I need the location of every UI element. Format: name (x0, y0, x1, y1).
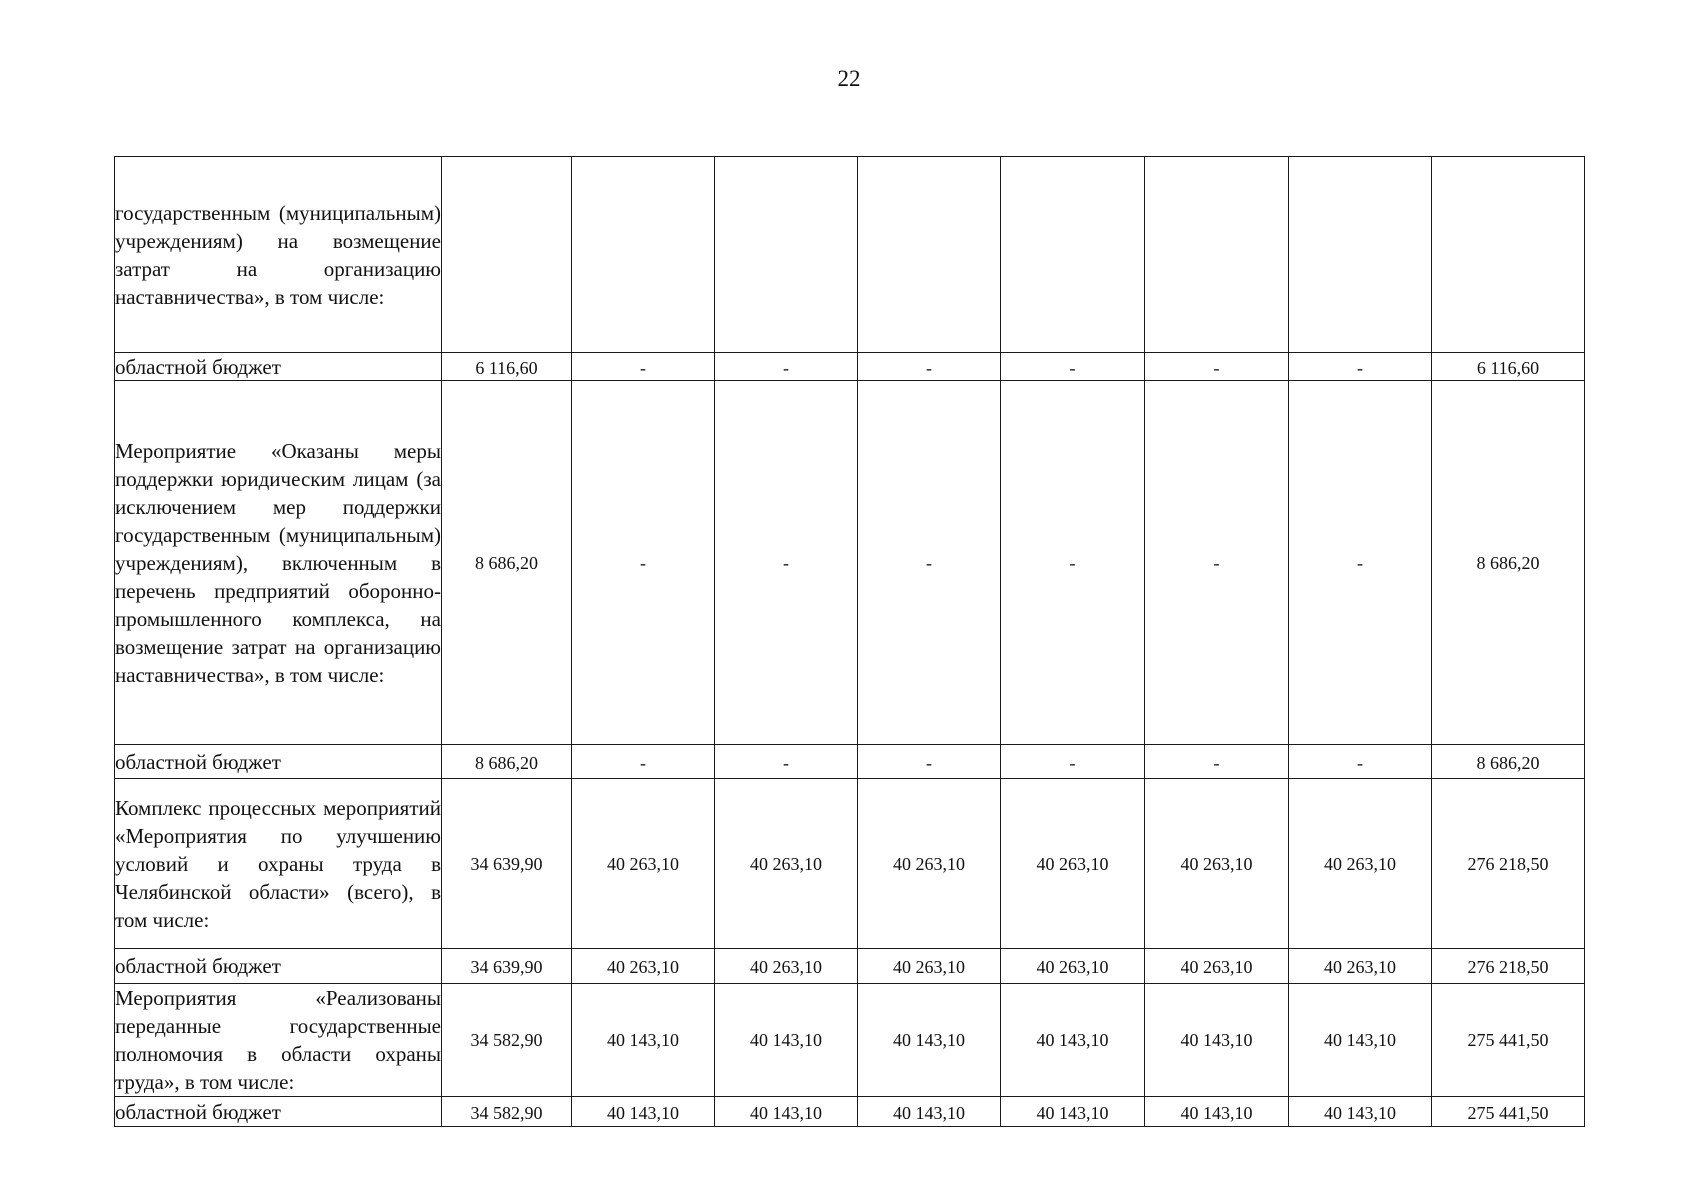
value-cell: - (1289, 381, 1432, 745)
row-label: Комплекс процессных мероприятий «Мероприятия по улучшению условий и охраны труда в Челябинской области» (всего), в том числе: (115, 779, 442, 949)
value-cell: 40 143,10 (1001, 1097, 1145, 1127)
value-cell: 40 263,10 (572, 779, 715, 949)
value-cell: 40 263,10 (1145, 779, 1289, 949)
value-cell: - (858, 353, 1001, 381)
total-cell (1432, 157, 1585, 353)
value-cell: 40 143,10 (715, 984, 858, 1097)
value-cell (1145, 157, 1289, 353)
value-cell: 8 686,20 (442, 381, 572, 745)
value-cell: 40 263,10 (1289, 779, 1432, 949)
value-cell: 40 143,10 (858, 1097, 1001, 1127)
total-cell: 275 441,50 (1432, 1097, 1585, 1127)
value-cell: - (1001, 353, 1145, 381)
value-cell: - (1145, 745, 1289, 779)
value-cell: - (1289, 745, 1432, 779)
table-row (115, 949, 1585, 984)
value-cell: - (715, 745, 858, 779)
value-cell: 40 143,10 (1289, 984, 1432, 1097)
value-cell: 40 263,10 (715, 949, 858, 984)
value-cell: 40 143,10 (1145, 984, 1289, 1097)
value-cell: 40 143,10 (572, 1097, 715, 1127)
value-cell: 40 263,10 (858, 779, 1001, 949)
value-cell: 40 143,10 (715, 1097, 858, 1127)
table-row (115, 353, 1585, 381)
total-cell: 8 686,20 (1432, 745, 1585, 779)
value-cell: 40 263,10 (1145, 949, 1289, 984)
value-cell: - (715, 353, 858, 381)
value-cell (858, 157, 1001, 353)
row-label: областной бюджет (115, 949, 442, 984)
value-cell: - (1001, 745, 1145, 779)
value-cell: - (858, 381, 1001, 745)
value-cell: - (1289, 353, 1432, 381)
table-row (115, 381, 1585, 745)
value-cell: - (715, 381, 858, 745)
row-label: областной бюджет (115, 745, 442, 779)
value-cell: 40 263,10 (1001, 949, 1145, 984)
value-cell: 40 143,10 (1001, 984, 1145, 1097)
value-cell: 40 263,10 (572, 949, 715, 984)
value-cell: - (1145, 353, 1289, 381)
value-cell: 40 143,10 (572, 984, 715, 1097)
total-cell: 276 218,50 (1432, 779, 1585, 949)
value-cell: 34 639,90 (442, 779, 572, 949)
value-cell: - (1001, 381, 1145, 745)
value-cell: 40 143,10 (1289, 1097, 1432, 1127)
row-label: областной бюджет (115, 353, 442, 381)
value-cell: 6 116,60 (442, 353, 572, 381)
value-cell (572, 157, 715, 353)
total-cell: 6 116,60 (1432, 353, 1585, 381)
table-row (115, 157, 1585, 353)
table-row (115, 779, 1585, 949)
funding-table (114, 156, 1585, 1127)
value-cell (1289, 157, 1432, 353)
value-cell: - (858, 745, 1001, 779)
value-cell: - (572, 353, 715, 381)
value-cell: - (572, 381, 715, 745)
table-row (115, 1097, 1585, 1127)
row-label: областной бюджет (115, 1097, 442, 1127)
value-cell (1001, 157, 1145, 353)
value-cell: 40 263,10 (858, 949, 1001, 984)
table-row (115, 984, 1585, 1097)
value-cell (715, 157, 858, 353)
row-label: Мероприятия «Реализованы переданные государственные полномочия в области охраны труда», в том числе: (115, 984, 442, 1097)
value-cell: - (572, 745, 715, 779)
value-cell: 8 686,20 (442, 745, 572, 779)
value-cell: 40 143,10 (1145, 1097, 1289, 1127)
total-cell: 275 441,50 (1432, 984, 1585, 1097)
total-cell: 276 218,50 (1432, 949, 1585, 984)
value-cell: - (1145, 381, 1289, 745)
value-cell: 40 263,10 (715, 779, 858, 949)
row-label: Мероприятие «Оказаны меры поддержки юридическим лицам (за исключением мер поддержки государственным (муниципальным) учреждениям), включенным в перечень предприятий оборонно-промышленного комплекса, на возмещение затрат на организацию наставничества», в том числе: (115, 381, 442, 745)
table-row (115, 745, 1585, 779)
value-cell: 34 582,90 (442, 1097, 572, 1127)
value-cell: 34 582,90 (442, 984, 572, 1097)
value-cell: 40 263,10 (1289, 949, 1432, 984)
value-cell: 40 263,10 (1001, 779, 1145, 949)
row-label: государственным (муниципальным) учреждениям) на возмещение затрат на организацию наставничества», в том числе: (115, 157, 442, 353)
value-cell: 34 639,90 (442, 949, 572, 984)
page-number: 22 (837, 66, 861, 91)
total-cell: 8 686,20 (1432, 381, 1585, 745)
value-cell (442, 157, 572, 353)
value-cell: 40 143,10 (858, 984, 1001, 1097)
